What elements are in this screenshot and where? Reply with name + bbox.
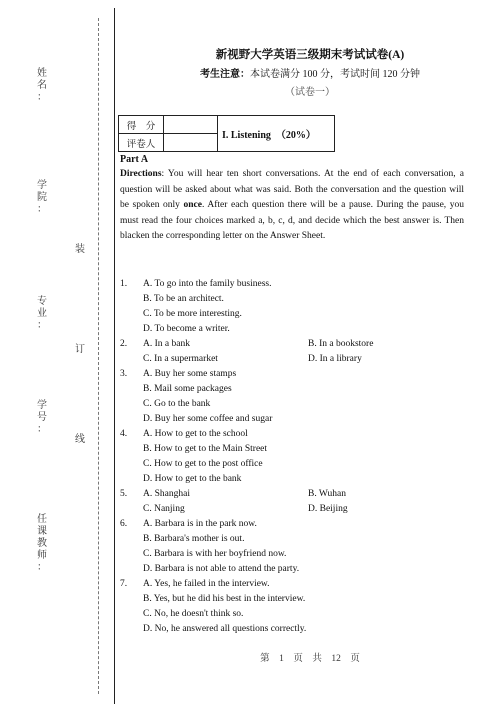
exam-title: 新视野大学英语三级期末考试试卷(A) bbox=[215, 49, 405, 61]
answer-option[interactable]: B. To be an architect. bbox=[143, 294, 224, 304]
question-line bbox=[120, 577, 490, 592]
directions-text: : You will hear ten short conversations. At the end of each conversation, a question will be asked about what was said. Both the conversation and the question will be spoken only bbox=[120, 169, 464, 210]
question-line bbox=[120, 502, 490, 517]
margin-label-char: ： bbox=[37, 562, 47, 573]
answer-option[interactable]: B. Mail some packages bbox=[143, 384, 232, 394]
directions-label: Directions bbox=[120, 169, 162, 179]
margin-label-char: 专 bbox=[37, 296, 47, 307]
answer-option[interactable]: D. Barbara is not able to attend the party. bbox=[143, 564, 300, 574]
margin-label-char: 师 bbox=[37, 550, 47, 561]
answer-option[interactable]: D. No, he answered all questions correctly. bbox=[143, 624, 307, 634]
question-list bbox=[120, 277, 490, 637]
question-line bbox=[120, 547, 490, 562]
question-number: 7. bbox=[120, 579, 128, 589]
question-line bbox=[120, 367, 490, 382]
question-line bbox=[120, 457, 490, 472]
notice-text: 本试卷满分 100 分，考试时间 120 分钟 bbox=[250, 69, 420, 80]
margin-label-char: ： bbox=[37, 424, 47, 435]
margin-label bbox=[34, 514, 50, 574]
binding-char: 订 bbox=[75, 344, 85, 355]
question-number: 3. bbox=[120, 369, 128, 379]
margin-label-char: 名 bbox=[37, 80, 47, 91]
answer-option[interactable]: C. To be more interesting. bbox=[143, 309, 242, 319]
directions-text-2: . After each question there will be a pause. During the pause, you must read the four choices marked a, b, c, d, and decide which the best answer is. Then blacken the corresponding letter on the Answer Sheet. bbox=[120, 200, 464, 241]
question-line bbox=[120, 322, 490, 337]
margin-label-char: 任 bbox=[37, 514, 47, 525]
answer-option[interactable]: D. Buy her some coffee and sugar bbox=[143, 414, 273, 424]
margin-label-char: 业 bbox=[37, 308, 47, 319]
score-box bbox=[118, 115, 335, 152]
answer-option[interactable]: B. In a bookstore bbox=[308, 339, 374, 349]
binding-char: 装 bbox=[75, 244, 85, 255]
margin-label bbox=[34, 180, 50, 216]
answer-option[interactable]: A. How to get to the school bbox=[143, 429, 248, 439]
question-line bbox=[120, 607, 490, 622]
margin-label-char: ： bbox=[37, 92, 47, 103]
answer-option[interactable]: D. In a library bbox=[308, 354, 362, 364]
margin-label-char: 学 bbox=[37, 400, 47, 411]
page-footer: 第 1 页 共 12 页 bbox=[260, 654, 360, 664]
margin-label-char: 课 bbox=[37, 526, 47, 537]
question-line bbox=[120, 517, 490, 532]
answer-option[interactable]: C. Nanjing bbox=[143, 504, 185, 514]
question-line bbox=[120, 397, 490, 412]
answer-option[interactable]: B. How to get to the Main Street bbox=[143, 444, 268, 454]
question-line bbox=[120, 622, 490, 637]
answer-option[interactable]: C. In a supermarket bbox=[143, 354, 218, 364]
question-line bbox=[120, 337, 490, 352]
score-label: 得 分 bbox=[119, 116, 164, 134]
notice-label: 考生注意： bbox=[200, 69, 250, 80]
score-cell[interactable] bbox=[164, 116, 218, 134]
answer-option[interactable]: C. Go to the bank bbox=[143, 399, 211, 409]
question-line bbox=[120, 382, 490, 397]
margin-label bbox=[34, 296, 50, 332]
answer-option[interactable]: D. To become a writer. bbox=[143, 324, 230, 334]
answer-option[interactable]: C. How to get to the post office bbox=[143, 459, 263, 469]
answer-option[interactable]: C. No, he doesn't think so. bbox=[143, 609, 244, 619]
grader-cell[interactable] bbox=[164, 134, 218, 152]
margin-label-char: 院 bbox=[37, 192, 47, 203]
answer-option[interactable]: A. Yes, he failed in the interview. bbox=[143, 579, 270, 589]
question-line bbox=[120, 562, 490, 577]
question-number: 4. bbox=[120, 429, 128, 439]
question-line bbox=[120, 292, 490, 307]
exam-notice bbox=[120, 65, 500, 80]
margin-label-char: ： bbox=[37, 320, 47, 331]
question-number: 6. bbox=[120, 519, 128, 529]
question-number: 5. bbox=[120, 489, 128, 499]
question-line bbox=[120, 412, 490, 427]
question-line bbox=[120, 472, 490, 487]
answer-option[interactable]: A. Barbara is in the park now. bbox=[143, 519, 257, 529]
margin-label bbox=[34, 68, 50, 104]
margin-label-char: 学 bbox=[37, 180, 47, 191]
answer-option[interactable]: D. Beijing bbox=[308, 504, 348, 514]
margin-label-char: 教 bbox=[37, 538, 47, 549]
answer-option[interactable]: A. Buy her some stamps bbox=[143, 369, 237, 379]
margin-label bbox=[34, 400, 50, 436]
question-line bbox=[120, 277, 490, 292]
answer-option[interactable]: B. Barbara's mother is out. bbox=[143, 534, 245, 544]
question-line bbox=[120, 352, 490, 367]
answer-option[interactable]: A. Shanghai bbox=[143, 489, 190, 499]
answer-option[interactable]: A. In a bank bbox=[143, 339, 190, 349]
question-line bbox=[120, 307, 490, 322]
question-line bbox=[120, 427, 490, 442]
grader-label: 评卷人 bbox=[119, 134, 164, 152]
binding-border bbox=[114, 8, 115, 704]
answer-option[interactable]: A. To go into the family business. bbox=[143, 279, 272, 289]
question-line bbox=[120, 442, 490, 457]
directions-emphasis: once bbox=[183, 200, 202, 210]
question-line bbox=[120, 487, 490, 502]
margin-label-char: ： bbox=[37, 204, 47, 215]
margin-label-char: 号 bbox=[37, 412, 47, 423]
binding-char: 线 bbox=[75, 434, 85, 445]
question-number: 1. bbox=[120, 279, 128, 289]
fold-line bbox=[98, 18, 99, 694]
paper-label: （试卷一） bbox=[285, 87, 335, 98]
directions bbox=[120, 167, 464, 245]
section-title: I. Listening （20%） bbox=[218, 116, 335, 152]
question-line bbox=[120, 592, 490, 607]
answer-option[interactable]: D. How to get to the bank bbox=[143, 474, 242, 484]
answer-option[interactable]: B. Yes, but he did his best in the interview. bbox=[143, 594, 306, 604]
part-heading: Part A bbox=[120, 154, 149, 165]
question-line bbox=[120, 532, 490, 547]
margin-label-char: 姓 bbox=[37, 68, 47, 79]
answer-option[interactable]: B. Wuhan bbox=[308, 489, 346, 499]
question-number: 2. bbox=[120, 339, 128, 349]
answer-option[interactable]: C. Barbara is with her boyfriend now. bbox=[143, 549, 287, 559]
